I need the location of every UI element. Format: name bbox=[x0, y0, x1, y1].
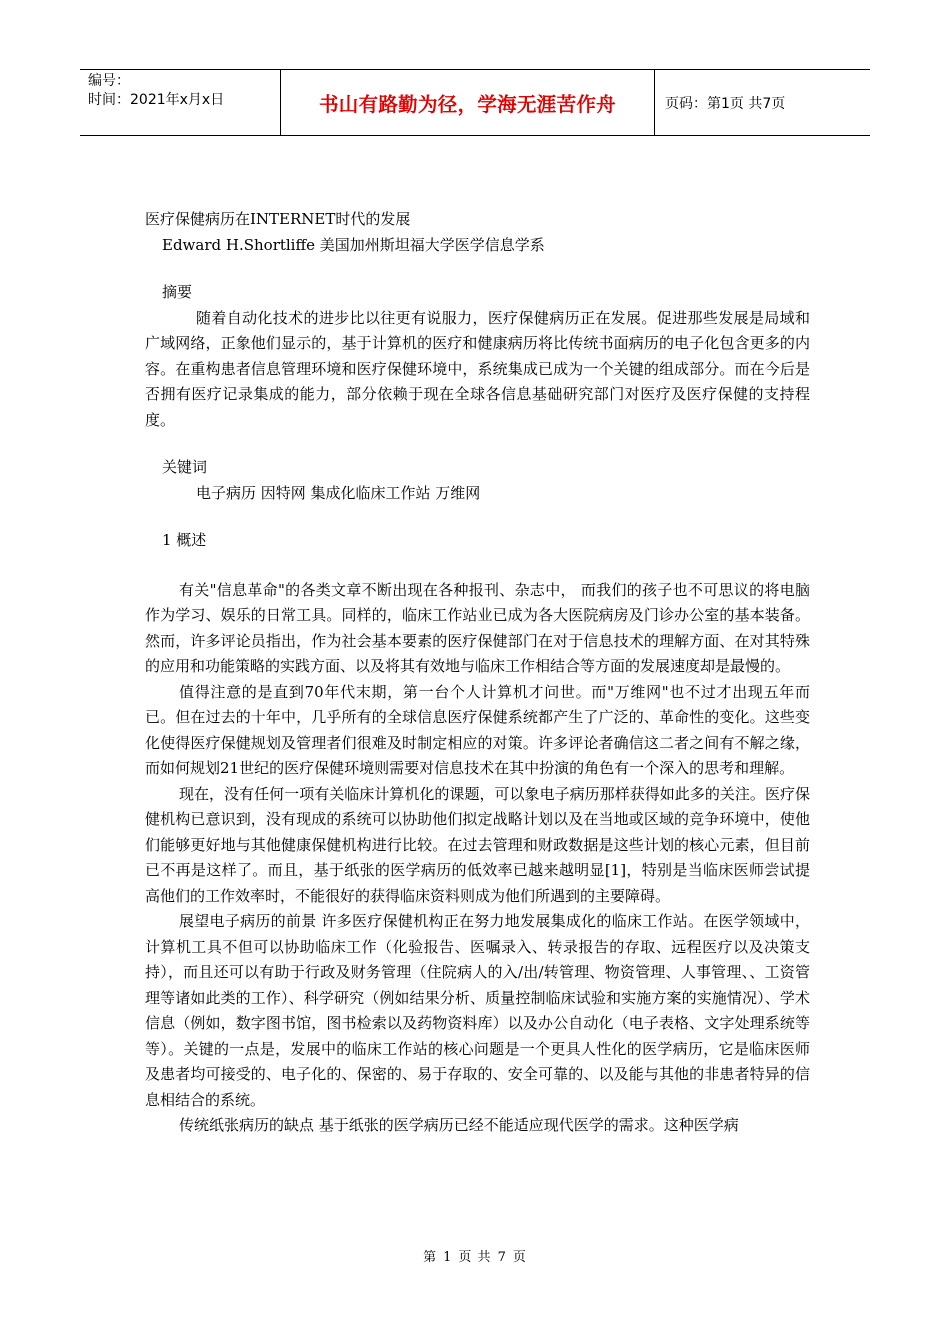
body-paragraph: 传统纸张病历的缺点 基于纸张的医学病历已经不能适应现代医学的需求。这种医学病 bbox=[179, 1116, 739, 1134]
header-meta-cell bbox=[80, 70, 281, 135]
article-title: 医疗保健病历在INTERNET时代的发展 bbox=[145, 210, 411, 228]
document-number-label: 编号： bbox=[88, 73, 130, 89]
footer-page-number: 1 bbox=[443, 1250, 453, 1265]
keywords-text: 电子病历 因特网 集成化临床工作站 万维网 bbox=[196, 483, 481, 502]
footer-suffix: 页 bbox=[512, 1250, 527, 1265]
footer-prefix: 第 bbox=[423, 1250, 438, 1265]
article-author: Edward H.Shortliffe 美国加州斯坦福大学医学信息学系 bbox=[162, 235, 545, 254]
document-time-label: 时间：2021年x月x日 bbox=[88, 92, 225, 108]
footer-total-pages: 7 bbox=[497, 1250, 507, 1265]
header-page-info: 页码：第1页 共7页 bbox=[665, 95, 786, 112]
article-body bbox=[145, 207, 810, 1139]
page-header bbox=[80, 69, 870, 136]
footer-mid: 页 共 bbox=[458, 1250, 492, 1265]
body-paragraph: 现在，没有任何一项有关临床计算机化的课题，可以象电子病历那样获得如此多的关注。医疗保健机构已意识到，没有现成的系统可以协助他们拟定战略计划以及在当地或区域的竞争环境中，使他们能够更好地与其他健康保健机构进行比较。在过去管理和财政数据是这些计划的核心元素，但目前已不再是这样了。而且，基于纸张的医学病历的低效率已越来越明显[1]，特别是当临床医师尝试提高他们的工作效率时，不能很好的获得临床资料则成为他们所遇到的主要障碍。 bbox=[145, 784, 810, 905]
abstract-heading: 摘要 bbox=[162, 283, 193, 301]
body-paragraph: 有关"信息革命"的各类文章不断出现在各种报刊、杂志中， 而我们的孩子也不可思议的将电脑作为学习、娱乐的日常工具。同样的，临床工作站业已成为各大医院病房及门诊办公室的基本装备。然而，许多评论员指出，作为社会基本要素的医疗保健部门在对于信息技术的理解方面、在对其特殊的应用和功能策略的实践方面、以及将其有效地与临床工作相结合等方面的发展速度却是最慢的。 bbox=[145, 580, 810, 675]
abstract-text: 随着自动化技术的进步比以往更有说服力，医疗保健病历正在发展。促进那些发展是局域和广域网络，正象他们显示的，基于计算机的医疗和健康病历将比传统书面病历的电子化包含更多的内容。在重构患者信息管理环境和医疗保健环境中，系统集成已成为一个关键的组成部分。而在今后是否拥有医疗记录集成的能力，部分依赖于现在全球各信息基础研究部门对医疗及医疗保健的支持程度。 bbox=[145, 308, 810, 429]
body-paragraph: 值得注意的是直到70年代末期，第一台个人计算机才问世。而"万维网"也不过才出现五年而已。但在过去的十年中，几乎所有的全球信息医疗保健系统都产生了广泛的、革命性的变化。这些变化使得医疗保健规划及管理者们很难及时制定相应的对策。许多评论者确信这二者之间有不解之缘，而如何规划21世纪的医疗保健环境则需要对信息技术在其中扮演的角色有一个深入的思考和理解。 bbox=[145, 682, 810, 777]
page-footer bbox=[0, 1246, 950, 1265]
keywords-heading: 关键词 bbox=[162, 458, 208, 476]
header-motto: 书山有路勤为径，学海无涯苦作舟 bbox=[281, 70, 655, 135]
section-heading-overview: 1 概述 bbox=[162, 531, 207, 549]
body-paragraph: 展望电子病历的前景 许多医疗保健机构正在努力地发展集成化的临床工作站。在医学领域中，计算机工具不但可以协助临床工作（化验报告、医嘱录入、转录报告的存取、远程医疗以及决策支持），而且还可以有助于行政及财务管理（住院病人的入/出/转管理、物资管理、人事管理、、工资管理等诸如此类的工作）、科学研究（例如结果分析、质量控制临床试验和实施方案的实施情况）、学术信息（例如，数字图书馆，图书检索以及药物资料库）以及办公自动化（电子表格、文字处理系统等等）。关键的一点是，发展中的临床工作站的核心问题是一个更具人性化的医学病历，它是临床医师及患者均可接受的、电子化的、保密的、易于存取的、安全可靠的、以及能与其他的非患者特异的信息相结合的系统。 bbox=[145, 912, 810, 1109]
